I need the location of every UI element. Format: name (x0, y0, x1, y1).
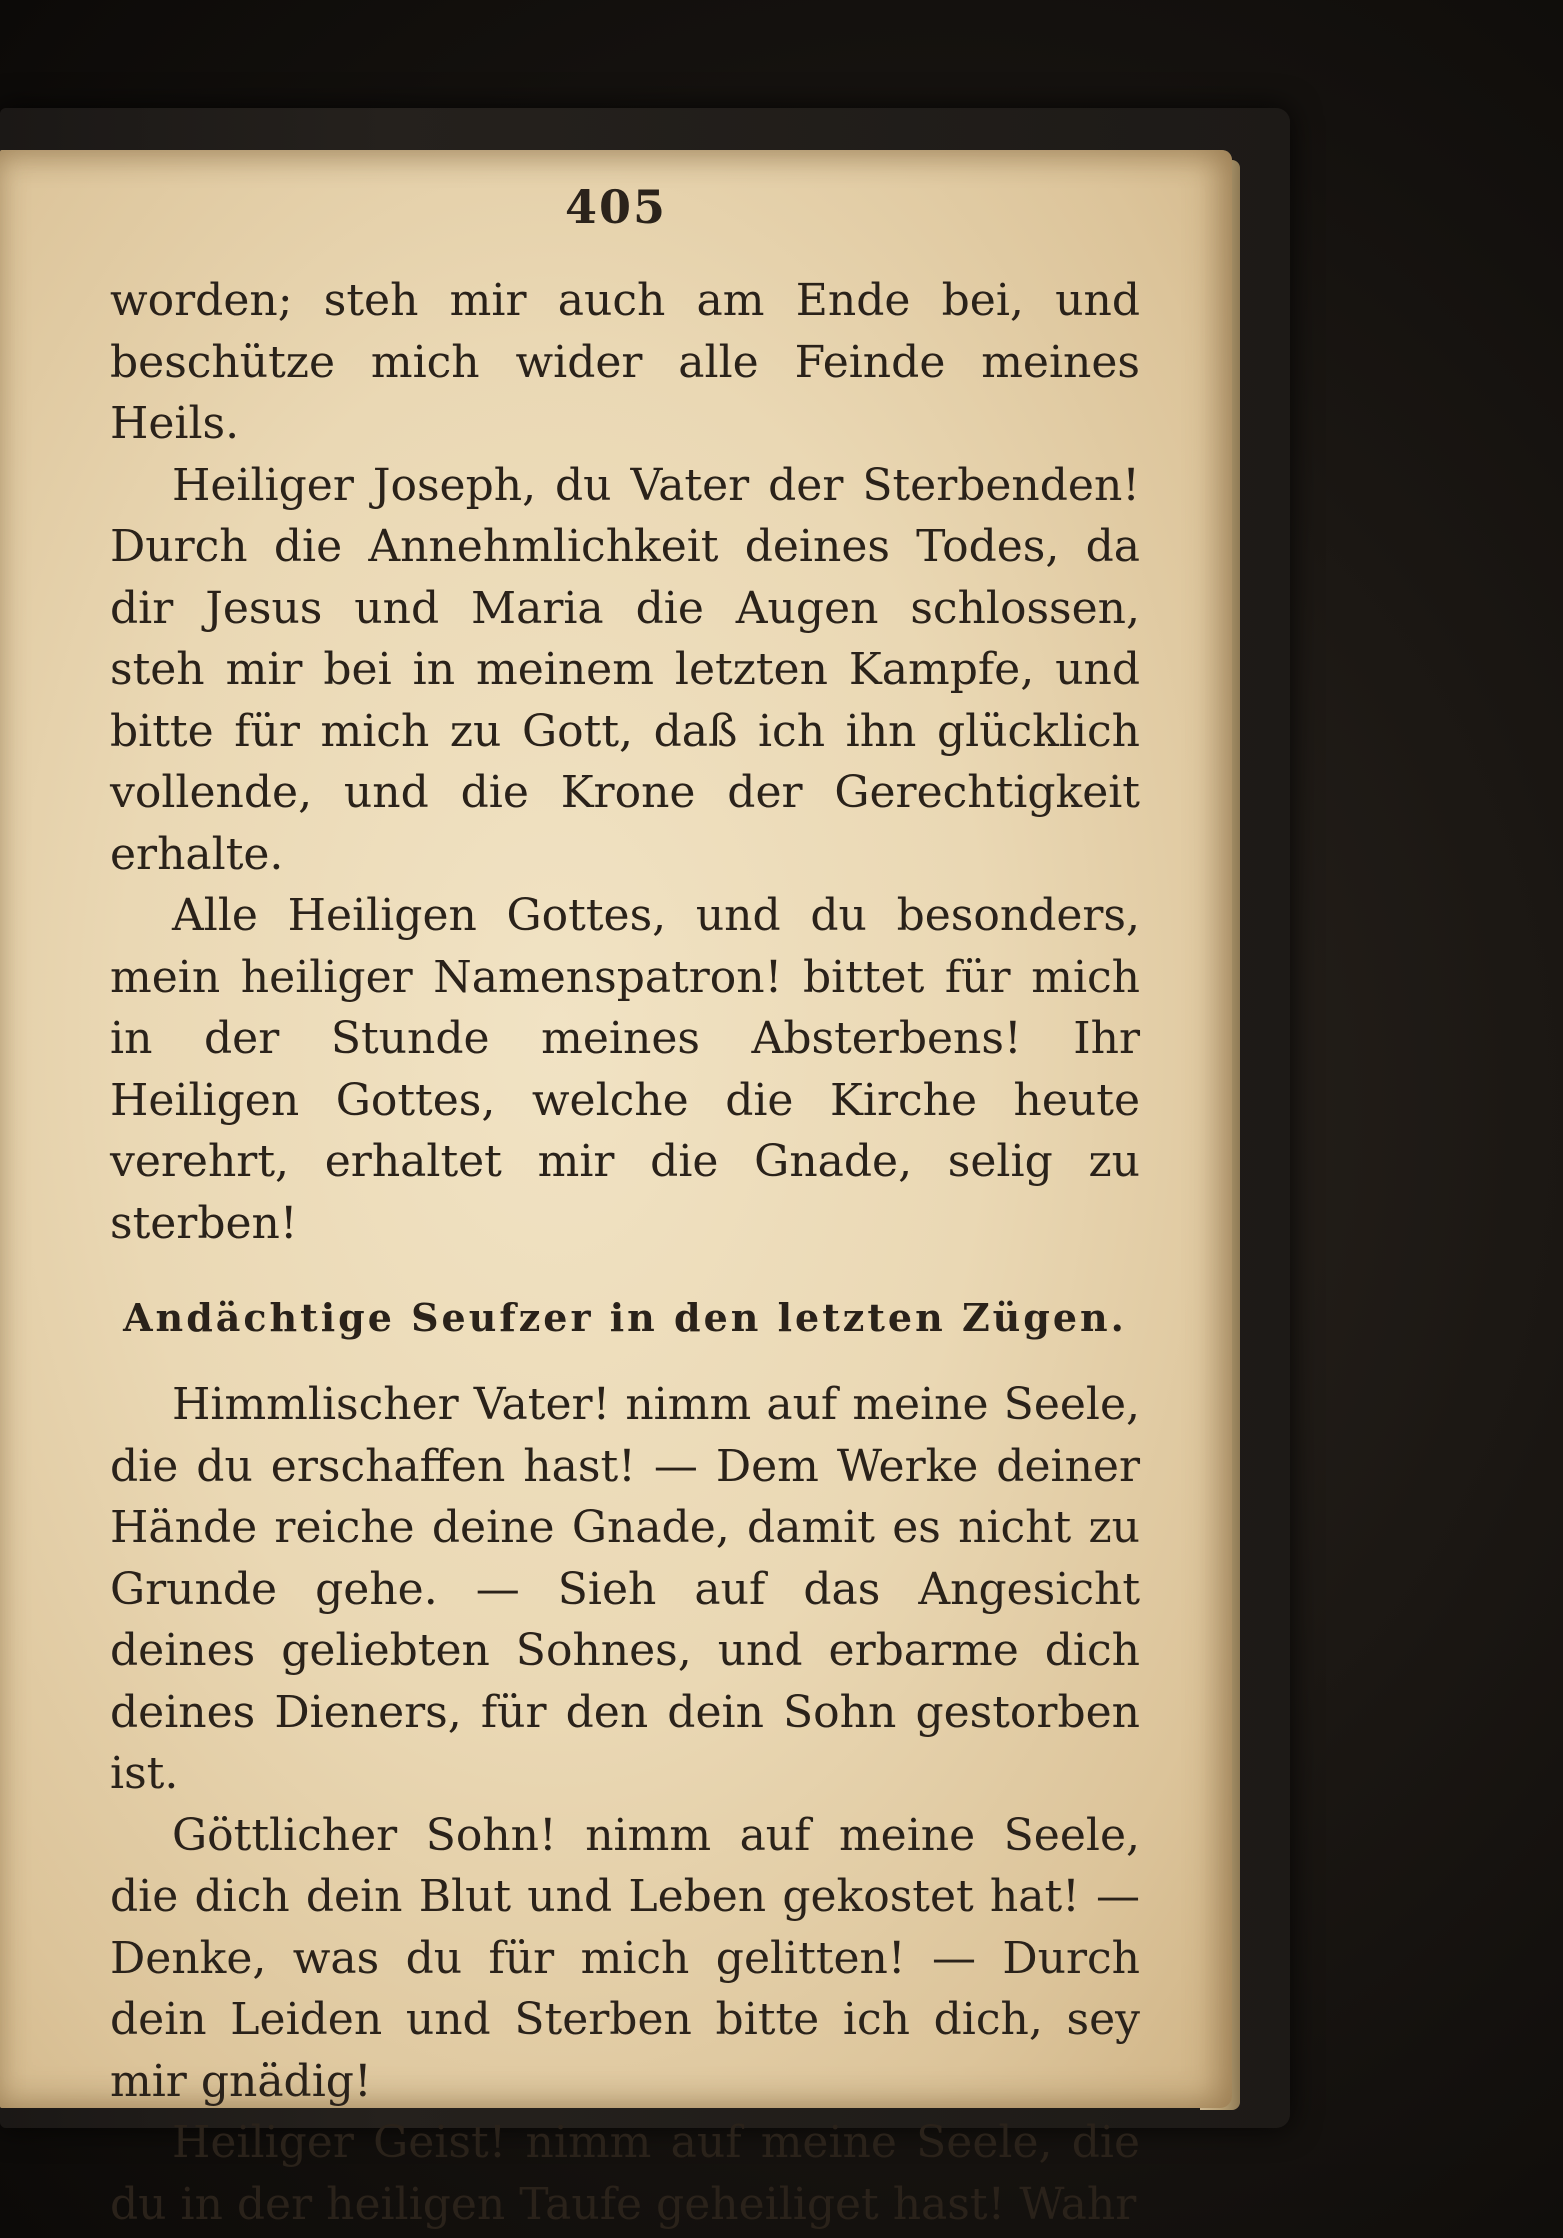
page-number: 405 (564, 180, 668, 234)
paragraph-2: Heiliger Joseph, du Vater der Sterbenden! Durch die Annehmlichkeit deines Todes, da dir Jesus und Maria die Augen schlossen, steh mir bei in meinem letzten Kampfe, und bitte für mich zu Gott, daß ich ihn glücklich vollende, und die Krone der Gerechtigkeit erhalte. (110, 459, 1140, 880)
section-heading: Andächtige Seufzer in den letzten Zügen. (123, 1295, 1127, 1340)
paragraph-1: worden; steh mir auch am Ende bei, und beschütze mich wider alle Feinde meines Heils. (110, 275, 1140, 449)
paragraph-3: Alle Heiligen Gottes, und du besonders, mein heiliger Namenspatron! bittet für mich in der Stunde meines Absterbens! Ihr Heiligen Gottes, welche die Kirche heute verehrt, erhaltet mir die Gnade, selig zu sterben! (110, 890, 1140, 1249)
page-text (110, 270, 1140, 2235)
paragraph-6: Heiliger Geist! nimm auf meine Seele, die du in der heiligen Taufe geheiliget hast! Wahr (110, 2117, 1140, 2230)
paragraph-5: Göttlicher Sohn! nimm auf meine Seele, die dich dein Blut und Leben gekostet hat! — Denke, was du für mich gelitten! — Durch dein Leiden und Sterben bitte ich dich, sey mir gnädig! (110, 1809, 1140, 2107)
paragraph-4: Himmlischer Vater! nimm auf meine Seele, die du erschaffen hast! — Dem Werke deiner Hände reiche deine Gnade, damit es nicht zu Grunde gehe. — Sieh auf das Angesicht deines geliebten Sohnes, und erbarme dich deines Dieners, für den dein Sohn gestorben ist. (110, 1379, 1140, 1799)
